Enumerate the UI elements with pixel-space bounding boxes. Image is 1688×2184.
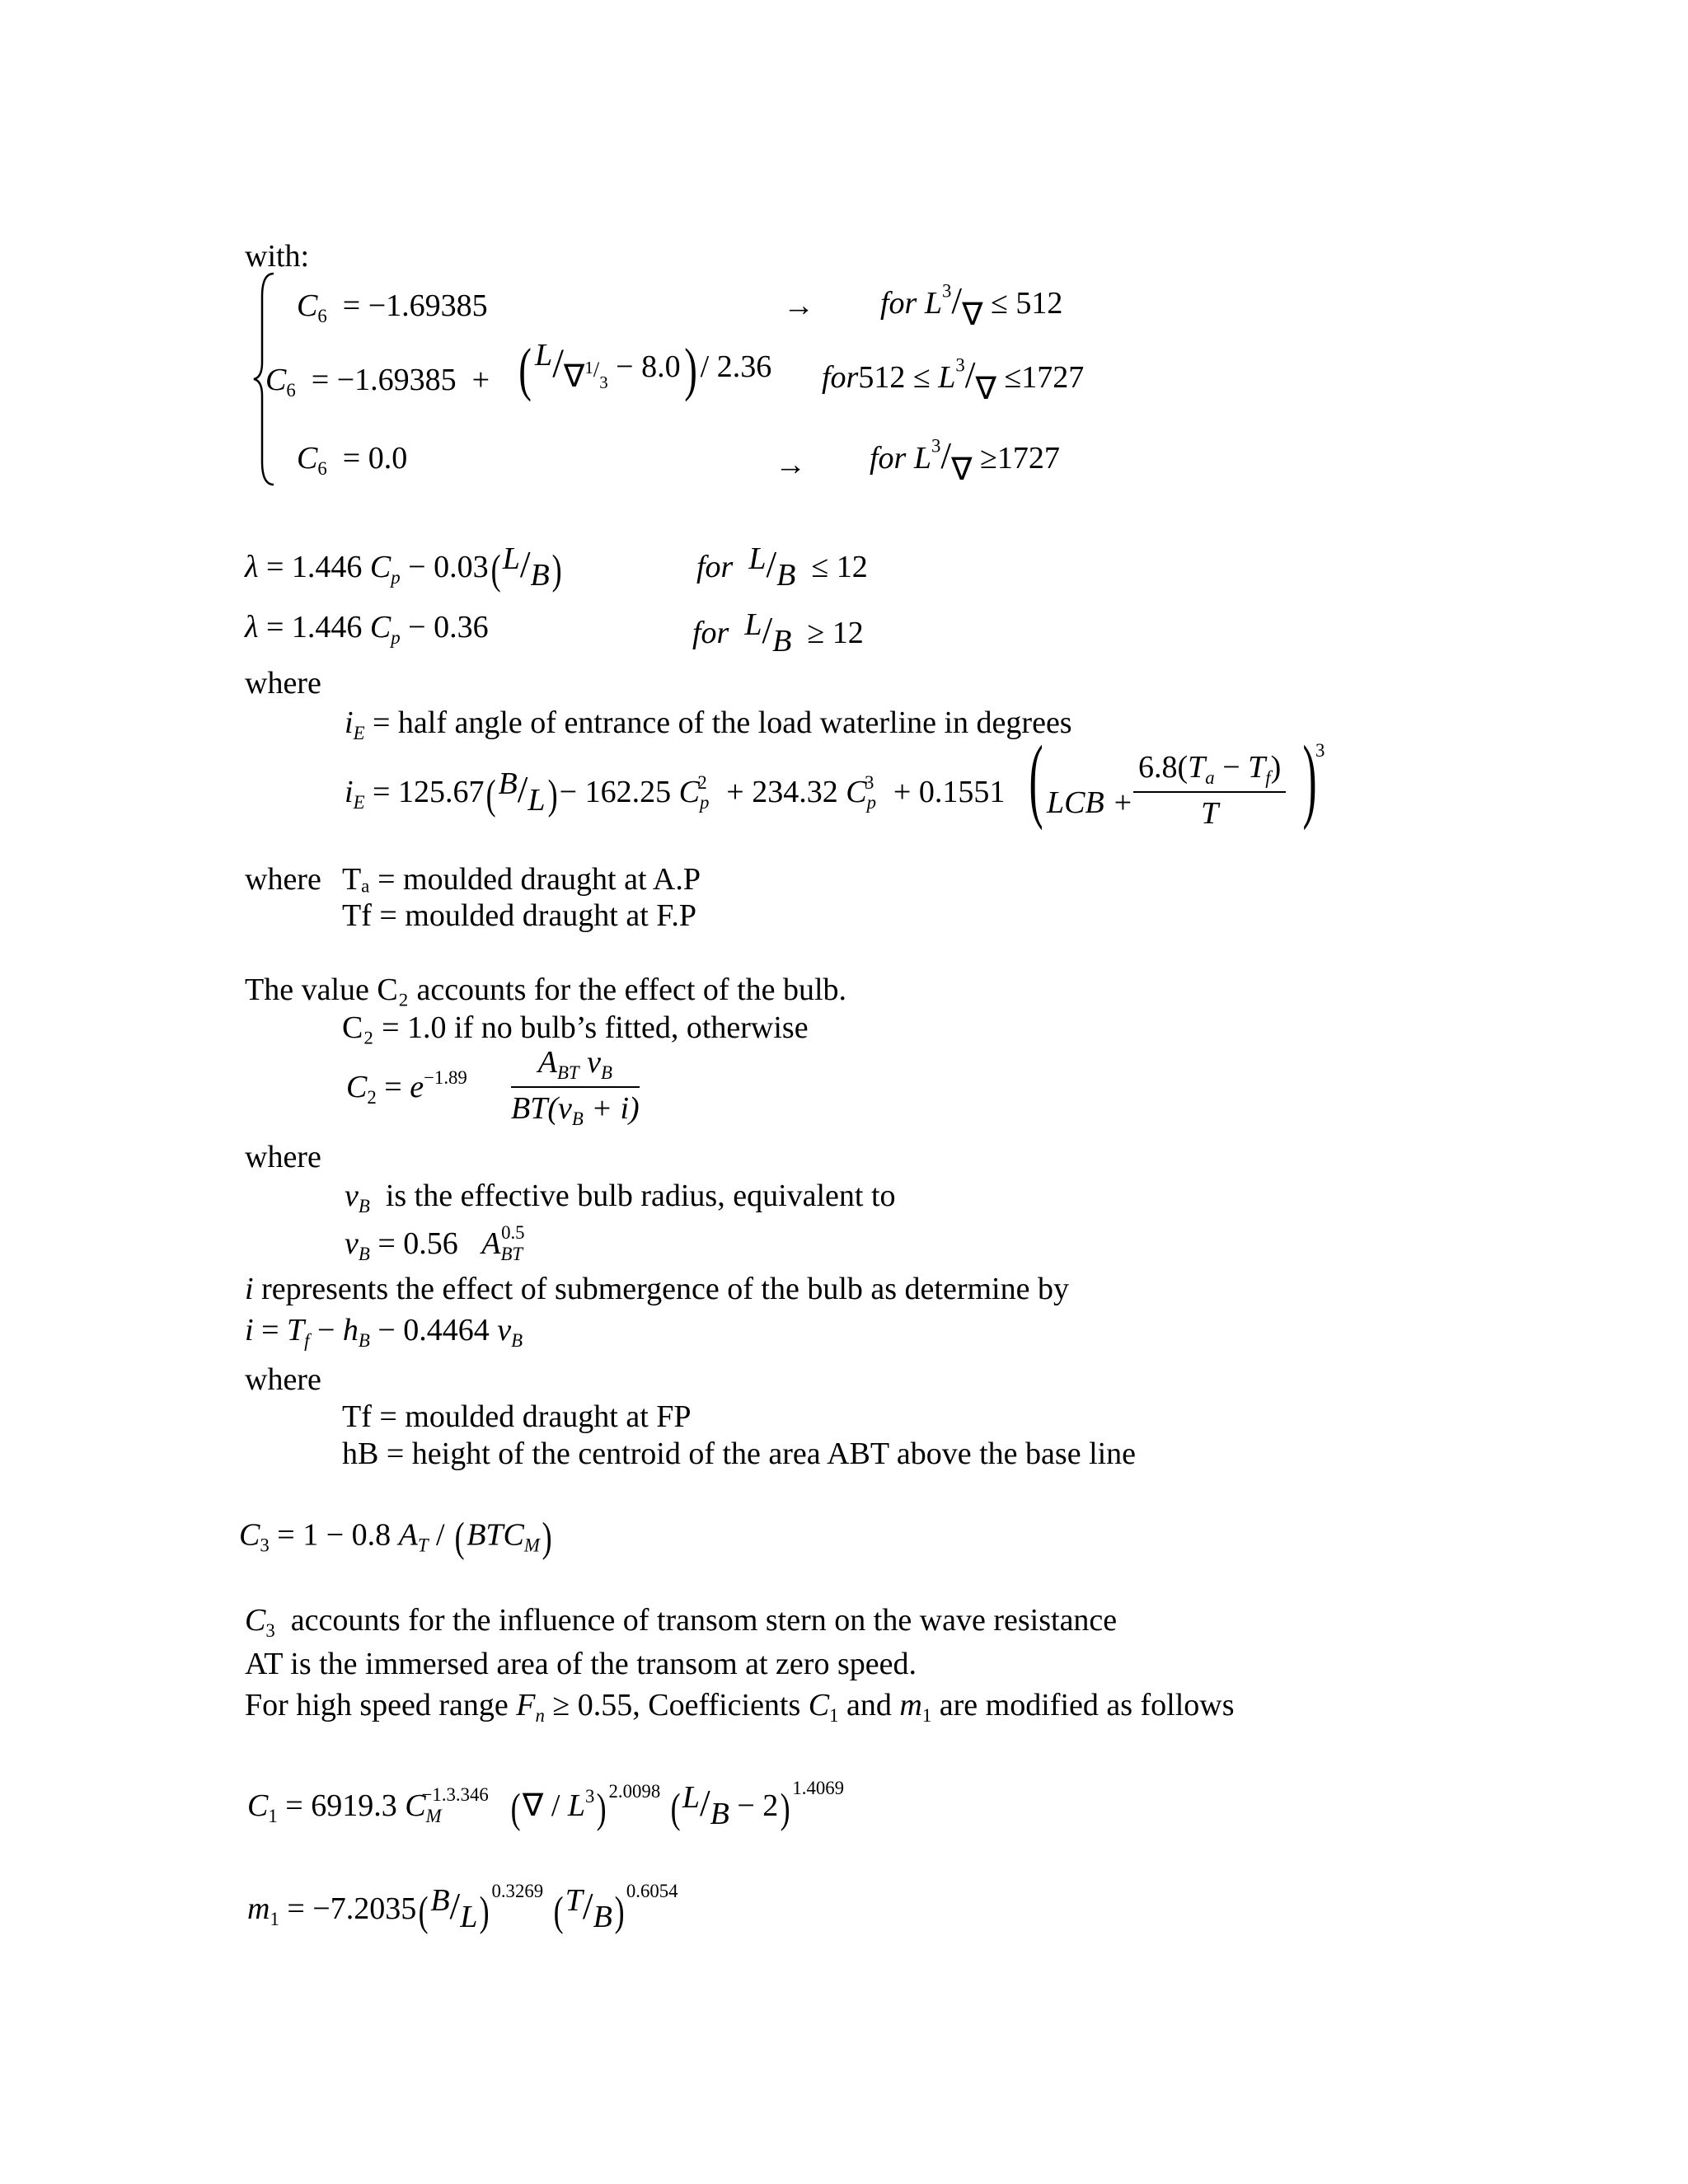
- where-label-2: where: [245, 1140, 321, 1174]
- c2-equation-lhs: $C_2 = e^{-1.89}$: [346, 1067, 467, 1108]
- ta-definition: Tₐ = moulded draught at A.P: [342, 862, 701, 897]
- c2-intro: The value C₂ accounts for the effect of the bulb.: [245, 972, 847, 1007]
- i-equation: $i = T_f - h_B - 0.4464$ $\nu_B$: [245, 1313, 523, 1351]
- lambda-cond-1: for L/B ≤ 12: [696, 541, 868, 593]
- c6-row3-lhs: $C_6 = 0.0$: [297, 441, 408, 479]
- c6-row3-arrow: →: [775, 448, 806, 482]
- ie-definition: $i_E$ = half angle of entrance of the load waterline in degrees: [345, 705, 1072, 743]
- c6-row2-lhs: $C_6 = -1.69385$ +: [265, 363, 490, 401]
- c1-equation: $C_1 = 6919.3$ $C_M^{-1.3.346}$ (∇ / $L^3$) $^{2.0098}$ (L/B − 2) $^{1.4069}$: [247, 1778, 845, 1832]
- c2-equation-fraction: $A_{BT}$ $\nu_B$ $BT(\nu_B + i)$: [511, 1045, 640, 1129]
- ie-lcb-term: (: [1029, 726, 1043, 831]
- c2-no-bulb: C₂ = 1.0 if no bulb’s fitted, otherwise: [342, 1010, 809, 1045]
- c6-row2-expression: ( $L/\nabla 1/_3 - 8.0) / 2.36$: [518, 336, 772, 402]
- where-label-ta: where: [245, 862, 321, 897]
- c6-row3-condition: for $L^3/\nabla \ge 1727$: [870, 434, 1060, 487]
- c6-row1-condition: for $L^3/\nabla \le 512$: [880, 279, 1063, 332]
- c6-row1-arrow: →: [783, 288, 814, 323]
- ie-lcb-fraction: $6.8(T_a - T_f)$ T: [1133, 752, 1286, 829]
- tf-fp-definition: Tf = moulded draught at FP: [342, 1399, 692, 1434]
- ie-lcb-close: )$^3$: [1302, 726, 1325, 831]
- vb-definition: $\nu_B$ is the effective bulb radius, equivalent to: [345, 1179, 896, 1216]
- tf-definition: Tf = moulded draught at F.P: [342, 898, 697, 933]
- hb-definition: hB = height of the centroid of the area ABT above the base line: [342, 1436, 1137, 1471]
- c6-row1-lhs: $C_6 = -1.69385$: [297, 288, 488, 326]
- vb-equation: $\nu_B = 0.56$ $A_{BT}^{0.5}$: [345, 1222, 525, 1264]
- c3-equation: $C_3 = 1 - 0.8$ $A_T / (BTC_M)$: [239, 1514, 552, 1561]
- lambda-eq-1: λ = 1.446 $C_p - 0.03(L/B)$: [245, 541, 562, 593]
- high-speed-text: For high speed range $F_n \ge 0.55$, Coefficients $C_1$ and $m_1$ are modified as follows: [245, 1688, 1235, 1726]
- ie-equation: $i_E = 125.67(B/L)- 162.25$ $C_p^2 + 234.32$ $C_p^3 + 0.1551$: [345, 766, 1006, 818]
- i-definition: i represents the effect of submergence of the bulb as determine by: [245, 1272, 1069, 1306]
- ie-lcb-label: LCB +: [1047, 785, 1133, 820]
- where-label-3: where: [245, 1362, 321, 1397]
- where-label-1: where: [245, 666, 321, 701]
- c6-row2-condition: $for512 \le L^3/\nabla \le 1727$: [822, 354, 1085, 406]
- at-description: AT is the immersed area of the transom at zero speed.: [245, 1647, 917, 1681]
- intro-with: with:: [245, 239, 310, 274]
- m1-equation: $m_1 = -7.2035(B/L)$ $^{0.3269}$ (T/B) $^{0.6054}$: [247, 1881, 678, 1935]
- lambda-eq-2: λ = 1.446 $C_p - 0.36$: [245, 610, 489, 648]
- lambda-cond-2: for L/B ≥ 12: [692, 607, 864, 658]
- c3-description: $C_3$ accounts for the influence of transom stern on the wave resistance: [245, 1603, 1118, 1641]
